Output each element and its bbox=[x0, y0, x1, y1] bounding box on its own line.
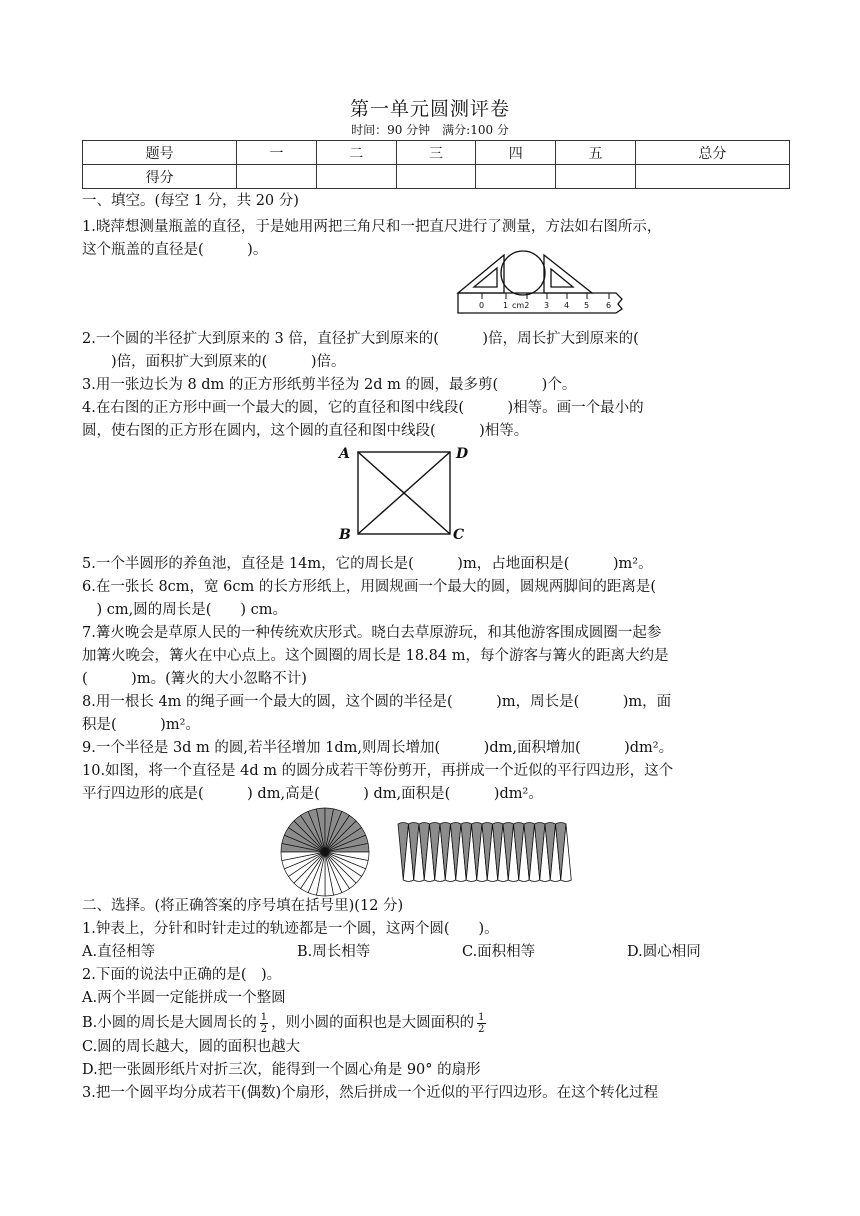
question-9: 9.一个半径是 3d m 的圆,若半径增加 1dm,则周长增加( )dm,面积增加( )dm²。 bbox=[82, 740, 674, 756]
question-6-line-1: 6.在一张长 8cm，宽 6cm 的长方形纸上，用圆规画一个最大的圆，圆规两脚间的距离是( bbox=[82, 579, 657, 595]
question-10-line-2: 平行四边形的底是( ) dm,高是( ) dm,面积是( )dm²。 bbox=[82, 786, 543, 802]
score-input-cell[interactable] bbox=[476, 165, 556, 189]
fraction-numerator: 1 bbox=[478, 1011, 485, 1023]
fraction-one-half bbox=[260, 1012, 268, 1035]
ruler-tick-label: cm2 bbox=[512, 301, 530, 310]
score-cell: 二 bbox=[316, 141, 396, 165]
divided-circle-figure bbox=[278, 805, 372, 899]
question-8-line-1: 8.用一根长 4m 的绳子画一个最大的圆，这个圆的半径是( )m，周长是( )m，面 bbox=[82, 694, 672, 710]
score-table-header-row bbox=[83, 141, 790, 165]
score-cell: 总分 bbox=[635, 141, 789, 165]
score-input-cell[interactable] bbox=[237, 165, 317, 189]
fraction-one-half bbox=[477, 1012, 485, 1035]
score-input-cell[interactable] bbox=[556, 165, 636, 189]
fraction-numerator: 1 bbox=[260, 1011, 268, 1023]
score-table-score-row bbox=[83, 165, 790, 189]
question-6-line-2: ) cm,圆的周长是( ) cm。 bbox=[82, 602, 288, 618]
option-c[interactable]: C.面积相等 bbox=[462, 944, 536, 960]
score-row-label: 得分 bbox=[83, 165, 237, 189]
fraction-denominator: 2 bbox=[478, 1023, 485, 1035]
option-b[interactable]: B.周长相等 bbox=[297, 944, 371, 960]
ruler-tick-label: 0 bbox=[479, 301, 485, 310]
square-diagonals-figure bbox=[334, 442, 480, 544]
choice-question-2: 2.下面的说法中正确的是( )。 bbox=[82, 967, 282, 983]
question-1-line-2: 这个瓶盖的直径是( )。 bbox=[82, 242, 268, 258]
ruler-tick-label: 6 bbox=[606, 301, 612, 310]
bottle-cap-measurement-figure bbox=[452, 247, 624, 315]
score-input-cell[interactable] bbox=[316, 165, 396, 189]
option-2d[interactable]: D.把一张圆形纸片对折三次，能得到一个圆心角是 90° 的扇形 bbox=[82, 1062, 481, 1078]
question-4-line-1: 4.在右图的正方形中画一个最大的圆，它的直径和图中线段( )相等。画一个最小的 bbox=[82, 400, 644, 416]
score-cell: 题号 bbox=[83, 141, 237, 165]
score-cell: 四 bbox=[476, 141, 556, 165]
score-input-cell[interactable] bbox=[396, 165, 476, 189]
choice-question-1: 1.钟表上，分针和时针走过的轨迹都是一个圆，这两个圆( )。 bbox=[82, 921, 499, 937]
option-2a[interactable]: A.两个半圆一定能拼成一个整圆 bbox=[82, 990, 286, 1006]
vertex-label-d: D bbox=[456, 446, 469, 462]
option-a[interactable]: A.直径相等 bbox=[82, 944, 156, 960]
vertex-label-c: C bbox=[453, 527, 465, 543]
ruler-tick-label: 4 bbox=[564, 301, 570, 310]
question-2-line-2: )倍，面积扩大到原来的( )倍。 bbox=[82, 354, 346, 370]
ruler-tick-label: 1 bbox=[503, 301, 509, 310]
section1-heading: 一、填空。(每空 1 分，共 20 分) bbox=[82, 193, 299, 209]
choice-question-3-line-1: 3.把一个圆平均分成若干(偶数)个扇形，然后拼成一个近似的平行四边形。在这个转化过程 bbox=[82, 1085, 659, 1101]
circle-center-dot bbox=[322, 849, 328, 855]
question-5: 5.一个半圆形的养鱼池，直径是 14m，它的周长是( )m，占地面积是( )m²。 bbox=[82, 556, 653, 572]
score-input-cell[interactable] bbox=[635, 165, 789, 189]
bottle-cap-circle bbox=[501, 251, 545, 295]
ruler-tick-label: 5 bbox=[584, 301, 590, 310]
score-table bbox=[82, 140, 790, 189]
question-7-line-3: ( )m。(篝火的大小忽略不计) bbox=[82, 671, 307, 687]
question-1-line-1: 1.晓萍想测量瓶盖的直径，于是她用两把三角尺和一把直尺进行了测量，方法如右图所示， bbox=[82, 219, 662, 235]
option-2c[interactable]: C.圆的周长越大，圆的面积也越大 bbox=[82, 1039, 301, 1055]
question-10-line-1: 10.如图，将一个直径是 4d m 的圆分成若干等份剪开，再拼成一个近似的平行四边形，这个 bbox=[82, 763, 674, 779]
question-3: 3.用一张边长为 8 dm 的正方形纸剪半径为 2d m 的圆，最多剪( )个。 bbox=[82, 377, 577, 393]
vertex-label-a: A bbox=[339, 446, 350, 462]
question-4-line-2: 圆，使右图的正方形在圆内，这个圆的直径和图中线段( )相等。 bbox=[82, 423, 529, 439]
question-2-line-1: 2.一个圆的半径扩大到原来的 3 倍，直径扩大到原来的( )倍，周长扩大到原来的( bbox=[82, 331, 639, 347]
section2-heading: 二、选择。(将正确答案的序号填在括号里)(12 分) bbox=[82, 898, 404, 914]
exam-time-and-score: 时间：90 分钟 满分:100 分 bbox=[351, 123, 509, 137]
score-cell: 三 bbox=[396, 141, 476, 165]
page-title: 第一单元圆测评卷 bbox=[349, 98, 510, 120]
approximate-parallelogram-figure bbox=[394, 820, 578, 884]
vertex-label-b: B bbox=[339, 527, 351, 543]
option-2b-text-start: B.小圆的周长是大圆周长的 bbox=[82, 1015, 257, 1031]
option-d[interactable]: D.圆心相同 bbox=[627, 944, 701, 960]
fraction-denominator: 2 bbox=[260, 1023, 268, 1035]
score-cell: 五 bbox=[556, 141, 636, 165]
option-2b-text-middle: ，则小圆的面积也是大圆面积的 bbox=[271, 1015, 475, 1031]
score-cell: 一 bbox=[237, 141, 317, 165]
option-2b[interactable] bbox=[82, 1010, 782, 1036]
question-7-line-2: 加篝火晚会，篝火在中心点上。这个圆圈的周长是 18.84 m，每个游客与篝火的距离大约是 bbox=[82, 648, 669, 664]
ruler-tick-label: 3 bbox=[544, 301, 550, 310]
question-8-line-2: 积是( )m²。 bbox=[82, 717, 200, 733]
question-7-line-1: 7.篝火晚会是草原人民的一种传统欢庆形式。晓白去草原游玩，和其他游客围成圆圈一起参 bbox=[82, 625, 662, 641]
